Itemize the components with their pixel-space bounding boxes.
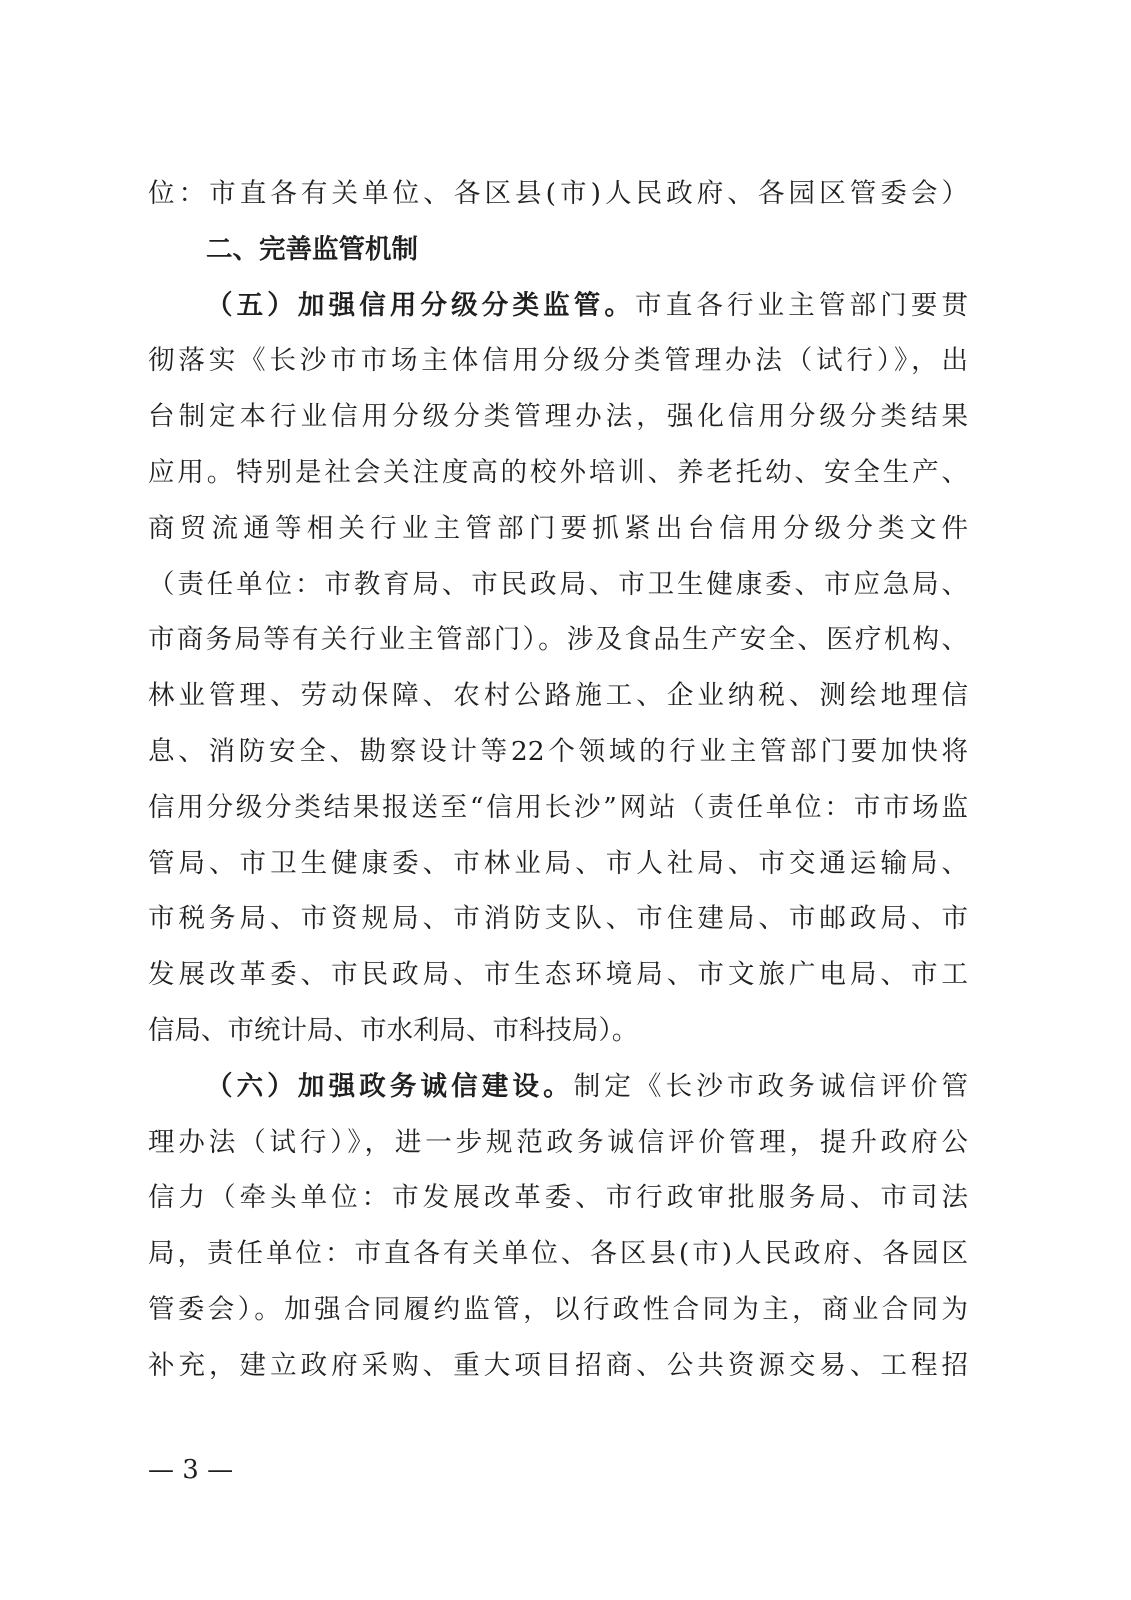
text-line: 管局、市卫生健康委、市林业局、市人社局、市交通运输局、 bbox=[148, 847, 968, 879]
text-line: 信局、市统计局、市水利局、市科技局）。 bbox=[148, 1014, 639, 1046]
item-5-text: 市直各行业主管部门要贯 bbox=[635, 289, 969, 321]
text-line: 商贸流通等相关行业主管部门要抓紧出台信用分级分类文件 bbox=[148, 512, 968, 544]
text-line: 信力（牵头单位：市发展改革委、市行政审批服务局、市司法 bbox=[148, 1182, 968, 1214]
text-line: 应用。特别是社会关注度高的校外培训、养老托幼、安全生产、 bbox=[148, 456, 968, 488]
text-line: 市商务局等有关行业主管部门）。涉及食品生产安全、医疗机构、 bbox=[148, 624, 968, 656]
text-line: 管委会）。加强合同履约监管，以行政性合同为主，商业合同为 bbox=[148, 1293, 968, 1325]
text-line: 位：市直各有关单位、各区县(市)人民政府、各园区管委会） bbox=[148, 178, 968, 209]
document-body bbox=[148, 166, 968, 1394]
section-heading: 二、完善监管机制 bbox=[206, 233, 418, 265]
text-line: 市税务局、市资规局、市消防支队、市住建局、市邮政局、市 bbox=[148, 903, 968, 935]
item-6-text: 制定《长沙市政务诚信评价管 bbox=[573, 1070, 968, 1102]
text-line: 理办法（试行）》，进一步规范政务诚信评价管理，提升政府公 bbox=[148, 1126, 968, 1158]
item-5-title: （五）加强信用分级分类监管。 bbox=[206, 289, 636, 321]
text-line: 林业管理、劳动保障、农村公路施工、企业纳税、测绘地理信 bbox=[148, 680, 968, 712]
text-line: 彻落实《长沙市市场主体信用分级分类管理办法（试行）》，出 bbox=[148, 345, 968, 377]
text-line: 局，责任单位：市直各有关单位、各区县(市)人民政府、各园区 bbox=[148, 1238, 968, 1270]
item-5-first-line bbox=[148, 278, 968, 334]
text-line: （责任单位：市教育局、市民政局、市卫生健康委、市应急局、 bbox=[148, 568, 968, 600]
item-6-first-line bbox=[148, 1059, 968, 1115]
page-number: — 3 — bbox=[148, 1455, 234, 1485]
text-line: 息、消防安全、勘察设计等22个领域的行业主管部门要加快将 bbox=[148, 735, 968, 767]
text-line: 台制定本行业信用分级分类管理办法，强化信用分级分类结果 bbox=[148, 401, 968, 433]
item-6-title: （六）加强政务诚信建设。 bbox=[206, 1070, 574, 1102]
text-line: 发展改革委、市民政局、市生态环境局、市文旅广电局、市工 bbox=[148, 959, 968, 991]
text-line: 补充，建立政府采购、重大项目招商、公共资源交易、工程招 bbox=[148, 1349, 968, 1381]
text-line: 信用分级分类结果报送至“信用长沙”网站（责任单位：市市场监 bbox=[148, 791, 968, 823]
